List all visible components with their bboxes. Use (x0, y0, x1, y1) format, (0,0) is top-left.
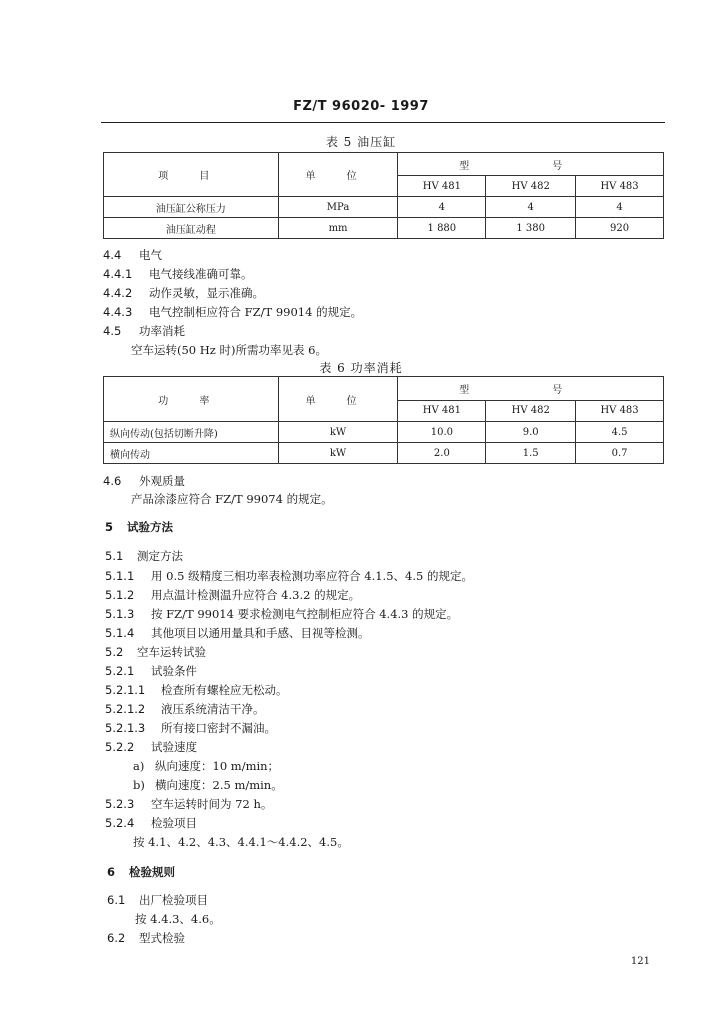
section-text: 检验项目 (151, 816, 197, 830)
section-number: 6 (107, 865, 116, 879)
section-5-1-1 (105, 568, 473, 584)
section-number: 4.4.1 (103, 267, 133, 281)
table-row (104, 443, 664, 464)
table6-model: HV 483 (576, 400, 664, 421)
section-5-2-1-2 (105, 701, 265, 717)
section-number: 4.5 (103, 324, 122, 338)
section-6-1 (107, 892, 208, 908)
section-text: 空车运转时间为 72 h。 (151, 797, 273, 811)
section-5-2-3 (105, 796, 272, 812)
section-number: 5 (105, 520, 114, 534)
table5-cell: 4 (398, 197, 486, 218)
section-text: 功率消耗 (139, 324, 185, 338)
table5-row-item: 油压缸公称压力 (104, 197, 279, 218)
list-text: 横向速度：2.5 m/min。 (155, 778, 283, 792)
section-text: 电气 (139, 248, 162, 262)
section-text: 试验方法 (127, 520, 173, 534)
section-5-2-4 (105, 815, 197, 831)
speed-item-b (133, 777, 283, 793)
table5-cell: 920 (576, 218, 664, 239)
section-text: 检验规则 (129, 865, 175, 879)
section-text: 试验速度 (151, 740, 197, 754)
table5-row-item: 油压缸动程 (104, 218, 279, 239)
table6-cell: 9.0 (486, 422, 576, 443)
section-text: 测定方法 (137, 549, 183, 563)
table6 (103, 376, 664, 464)
section-5-2-1-1 (105, 682, 288, 698)
section-number: 5.1 (105, 549, 124, 563)
paragraph-4-6: 产品涂漆应符合 FZ/T 99074 的规定。 (131, 492, 333, 506)
paragraph-5-2-4: 按 4.1、4.2、4.3、4.4.1～4.4.2、4.5。 (133, 835, 349, 849)
section-number: 5.2.2 (105, 740, 135, 754)
section-number: 6.2 (107, 931, 126, 945)
table5-caption: 表 5 油压缸 (325, 135, 397, 149)
table-row (104, 218, 664, 239)
table6-cell: 10.0 (398, 422, 486, 443)
section-4-5 (103, 323, 185, 339)
section-number: 5.1.2 (105, 588, 135, 602)
section-6-2 (107, 930, 185, 946)
table6-row-unit: kW (278, 443, 398, 464)
section-5-heading (105, 519, 173, 535)
header-rule (101, 122, 665, 123)
table5-model: HV 482 (486, 176, 576, 197)
section-number: 5.2.1.3 (105, 721, 146, 735)
table5-cell: 1 880 (398, 218, 486, 239)
section-text: 检查所有螺栓应无松动。 (161, 683, 288, 697)
section-text: 所有接口密封不漏油。 (161, 721, 276, 735)
section-text: 外观质量 (139, 474, 185, 488)
section-5-1-3 (105, 606, 458, 622)
section-number: 5.2.1.2 (105, 702, 146, 716)
table5-cell: 4 (486, 197, 576, 218)
list-text: 纵向速度：10 m/min； (155, 759, 280, 773)
section-number: 5.1.4 (105, 626, 135, 640)
section-text: 用点温计检测温升应符合 4.3.2 的规定。 (151, 588, 361, 602)
section-text: 电气控制柜应符合 FZ/T 99014 的规定。 (149, 305, 363, 319)
table5-cell: 4 (576, 197, 664, 218)
section-text: 液压系统清洁干净。 (161, 702, 265, 716)
section-text: 电气接线准确可靠。 (149, 267, 253, 281)
table5-row-unit: mm (278, 218, 398, 239)
section-number: 5.1.1 (105, 569, 135, 583)
table5-header-type: 型 号 (398, 153, 664, 176)
section-5-2-1 (105, 663, 197, 679)
table5-model: HV 481 (398, 176, 486, 197)
table6-cell: 4.5 (576, 422, 664, 443)
table6-cell: 1.5 (486, 443, 576, 464)
paragraph-6-1: 按 4.4.3、4.6。 (135, 912, 221, 926)
section-number: 4.4.2 (103, 286, 133, 300)
section-4-4-2 (103, 285, 264, 301)
section-5-2-1-3 (105, 720, 276, 736)
table6-row-item: 纵向传动(包括切断升降) (104, 422, 279, 443)
table6-cell: 0.7 (576, 443, 664, 464)
table5-model: HV 483 (576, 176, 664, 197)
section-number: 4.4 (103, 248, 122, 262)
standard-code-header: FZ/T 96020- 1997 (293, 99, 429, 114)
section-5-1-4 (105, 625, 370, 641)
section-5-1-2 (105, 587, 360, 603)
section-text: 用 0.5 级精度三相功率表检测功率应符合 4.1.5、4.5 的规定。 (151, 569, 473, 583)
speed-item-a (133, 758, 279, 774)
section-number: 4.4.3 (103, 305, 133, 319)
table5-header-unit: 单 位 (278, 153, 398, 197)
section-4-4-3 (103, 304, 362, 320)
section-text: 试验条件 (151, 664, 197, 678)
section-5-2 (105, 644, 206, 660)
table6-caption: 表 6 功率消耗 (319, 361, 403, 375)
table6-header-unit: 单 位 (278, 377, 398, 422)
section-number: 6.1 (107, 893, 126, 907)
section-text: 型式检验 (139, 931, 185, 945)
table5-row-unit: MPa (278, 197, 398, 218)
list-label: a) (133, 759, 145, 773)
section-text: 动作灵敏，显示准确。 (149, 286, 264, 300)
section-number: 5.2.3 (105, 797, 135, 811)
table6-model: HV 481 (398, 400, 486, 421)
paragraph-power: 空车运转(50 Hz 时)所需功率见表 6。 (131, 343, 327, 357)
section-number: 5.2.1.1 (105, 683, 146, 697)
section-4-6 (103, 473, 185, 489)
section-number: 4.6 (103, 474, 122, 488)
table5-cell: 1 380 (486, 218, 576, 239)
table6-header-item: 功 率 (104, 377, 279, 422)
section-6-heading (107, 864, 175, 880)
section-number: 5.2.1 (105, 664, 135, 678)
page-number: 121 (630, 956, 650, 967)
section-5-2-2 (105, 739, 197, 755)
table5-header-item: 项 目 (104, 153, 279, 197)
section-5-1 (105, 548, 183, 564)
table6-row-item: 横向传动 (104, 443, 279, 464)
table6-model: HV 482 (486, 400, 576, 421)
section-4-4 (103, 247, 162, 263)
table6-header-type: 型 号 (398, 377, 664, 401)
section-number: 5.2.4 (105, 816, 135, 830)
list-label: b) (133, 778, 145, 792)
section-text: 按 FZ/T 99014 要求检测电气控制柜应符合 4.4.3 的规定。 (151, 607, 459, 621)
table-row (104, 197, 664, 218)
table6-cell: 2.0 (398, 443, 486, 464)
section-number: 5.2 (105, 645, 124, 659)
section-number: 5.1.3 (105, 607, 135, 621)
table5 (103, 152, 664, 239)
section-text: 空车运转试验 (137, 645, 206, 659)
table-row (104, 422, 664, 443)
section-text: 出厂检验项目 (139, 893, 208, 907)
section-4-4-1 (103, 266, 253, 282)
section-text: 其他项目以通用量具和手感、目视等检测。 (151, 626, 370, 640)
table6-row-unit: kW (278, 422, 398, 443)
